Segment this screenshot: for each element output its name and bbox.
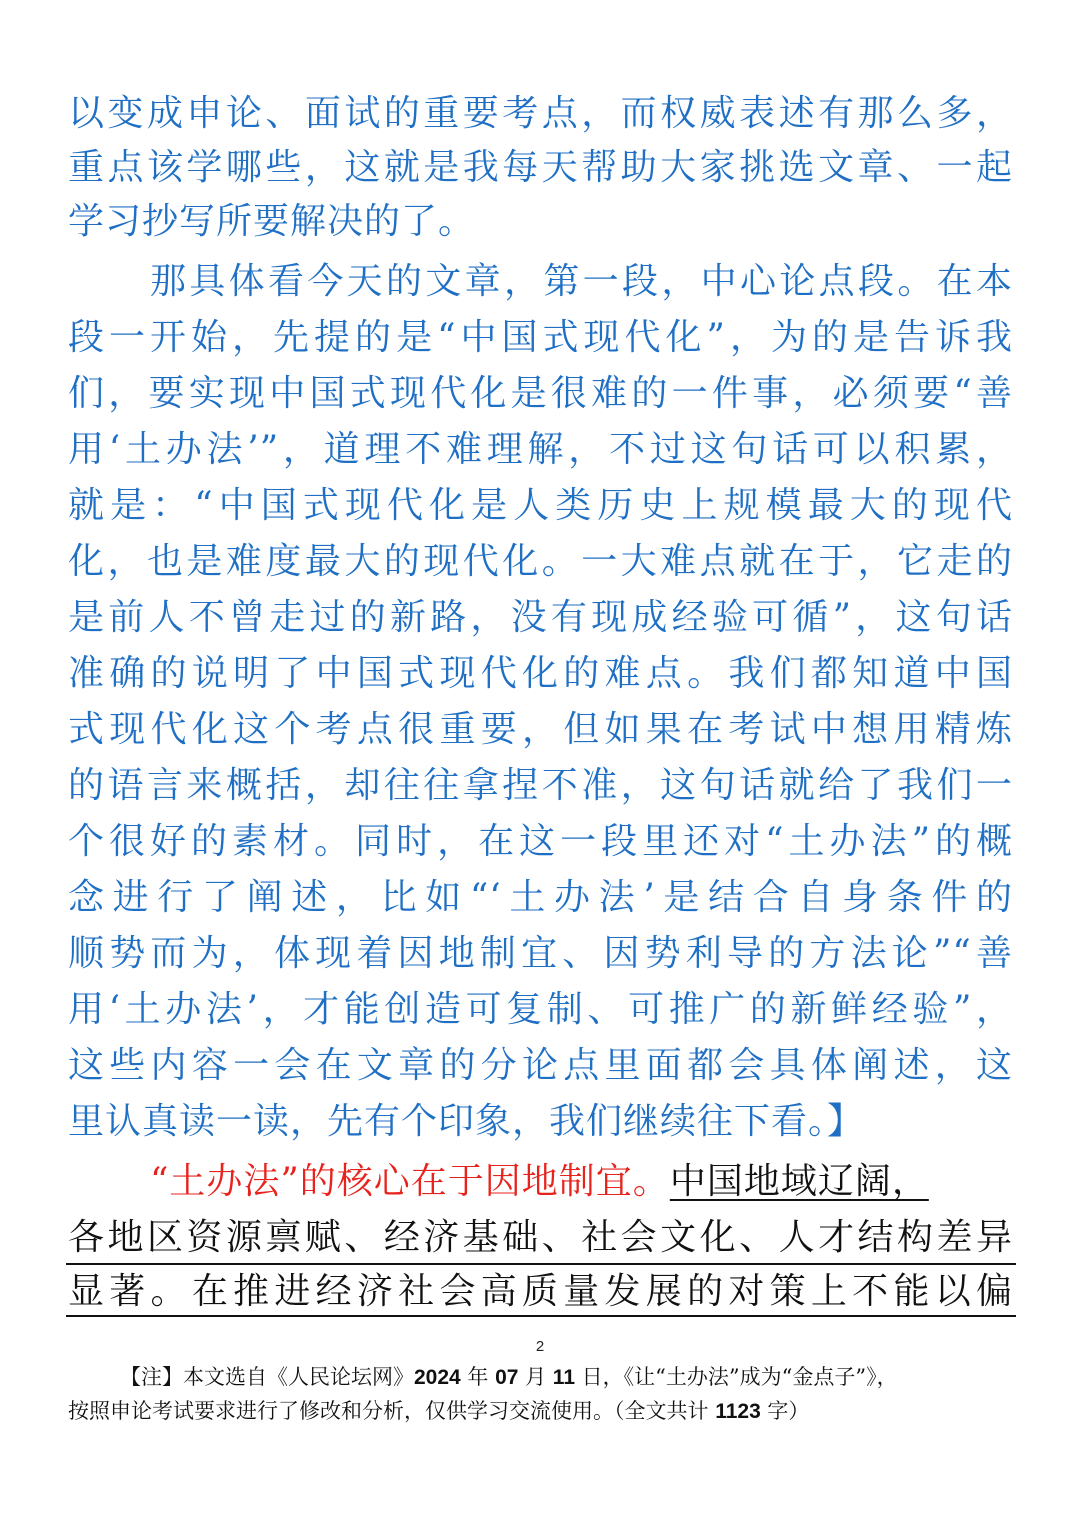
note-line2-suffix: 字） xyxy=(760,1399,810,1423)
p2-line-8: 准确的说明了中国式现代化的难点。我们都知道中国 xyxy=(68,653,1013,694)
p2-line-5: 就是：“中国式现代化是人类历史上规模最大的现代 xyxy=(68,485,1013,526)
p2-line-4: 用‘土办法’”，道理不难理解，不过这句话可以积累， xyxy=(68,429,1013,470)
p3-line-1 xyxy=(150,1156,1013,1208)
p2-line-12: 念进行了阐述，比如“‘土办法’是结合自身条件的 xyxy=(68,877,1013,918)
note-line2-prefix: 按照申论考试要求进行了修改和分析，仅供学习交流使用。（全文共计 xyxy=(68,1399,716,1423)
p3-line-2: 各地区资源禀赋、经济基础、社会文化、人才结构差异 xyxy=(68,1217,1013,1258)
p1-line-1: 以变成申论、面试的重要考点，而权威表述有那么多， xyxy=(68,93,1013,134)
p2-line-7: 是前人不曾走过的新路，没有现成经验可循”，这句话 xyxy=(68,597,1013,638)
underline-rule-3 xyxy=(66,1315,1016,1317)
p1-line-3: 学习抄写所要解决的了。 xyxy=(68,201,476,242)
page-number: 2 xyxy=(535,1338,545,1355)
p2-line-3: 们，要实现中国式现代化是很难的一件事，必须要“善 xyxy=(68,373,1013,414)
p2-line-10: 的语言来概括，却往往拿捏不准，这句话就给了我们一 xyxy=(68,765,1013,806)
underlined-text-1: 中国地域辽阔， xyxy=(669,1161,929,1202)
p2-line-9: 式现代化这个考点很重要，但如果在考试中想用精炼 xyxy=(68,709,1013,750)
footer-note-line-2 xyxy=(68,1396,809,1427)
note-year: 2024 xyxy=(414,1366,461,1389)
note-month: 07 xyxy=(495,1366,519,1389)
p2-line-13: 顺势而为，体现着因地制宜、因势利导的方法论”“善 xyxy=(68,933,1013,974)
underline-rule-2 xyxy=(66,1263,1016,1265)
p2-line-1: 那具体看今天的文章，第一段，中心论点段。在本 xyxy=(150,261,1013,302)
note-char-count: 1123 xyxy=(715,1400,761,1423)
p2-line-11: 个很好的素材。同时，在这一段里还对“土办法”的概 xyxy=(68,821,1013,862)
p2-line-15: 这些内容一会在文章的分论点里面都会具体阐述，这 xyxy=(68,1045,1013,1086)
footer-note-line-1 xyxy=(120,1362,898,1393)
note-year-unit: 年 xyxy=(460,1365,496,1389)
red-heading: “土办法”的核心在于因地制宜。 xyxy=(150,1161,670,1202)
note-prefix: 【注】本文选自《人民论坛网》 xyxy=(120,1365,414,1389)
p2-line-6: 化，也是难度最大的现代化。一大难点就在于，它走的 xyxy=(68,541,1013,582)
note-day-suffix: 日，《让“土办法”成为“金点子”》， xyxy=(575,1365,898,1389)
p2-line-16: 里认真读一读，先有个印象，我们继续往下看。】 xyxy=(68,1101,865,1142)
note-day: 11 xyxy=(552,1366,575,1389)
p2-line-14: 用‘土办法’，才能创造可复制、可推广的新鲜经验”， xyxy=(68,989,1013,1030)
p2-line-2: 段一开始，先提的是“中国式现代化”，为的是告诉我 xyxy=(68,317,1013,358)
p1-line-2: 重点该学哪些，这就是我每天帮助大家挑选文章、一起 xyxy=(68,147,1013,188)
note-month-unit: 月 xyxy=(518,1365,553,1389)
p3-line-3: 显著。在推进经济社会高质量发展的对策上不能以偏 xyxy=(68,1271,1013,1312)
